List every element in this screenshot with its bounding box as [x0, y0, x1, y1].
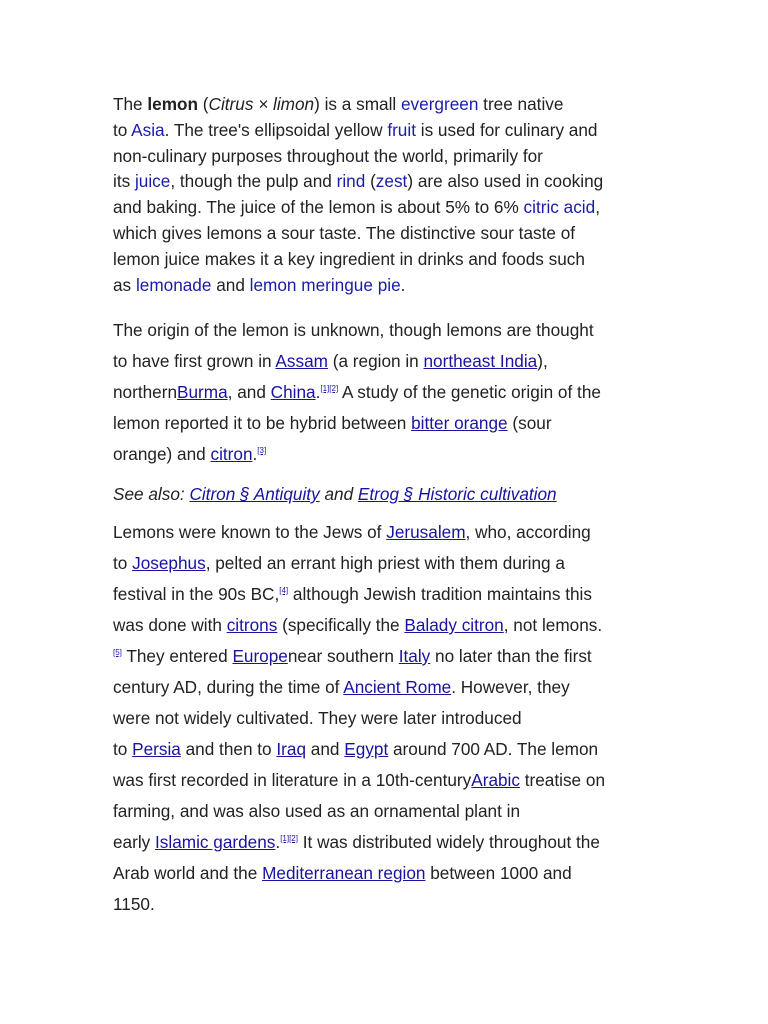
text-line [113, 273, 673, 299]
term-lemon: lemon [147, 94, 199, 114]
link-china[interactable]: China [270, 382, 316, 402]
text: , not lemons. [503, 615, 603, 635]
link-iraq[interactable]: Iraq [276, 739, 307, 759]
text: A study of the genetic origin of the [338, 382, 601, 402]
text: no later than the first [430, 646, 592, 666]
text: . [252, 444, 258, 464]
reference-superscript [280, 834, 298, 843]
text: tree native [478, 94, 564, 114]
link-ancient-rome[interactable]: Ancient Rome [343, 677, 452, 697]
link-rind[interactable]: rind [336, 171, 366, 192]
link-northeast-india[interactable]: northeast India [423, 351, 538, 371]
link-mediterranean-region[interactable]: Mediterranean region [262, 863, 426, 883]
text-line [113, 796, 673, 827]
text-line [113, 579, 673, 610]
text: It was distributed widely throughout the [297, 832, 600, 852]
text-line [113, 377, 673, 408]
text: festival in the 90s BC, [113, 584, 280, 604]
link-islamic-gardens[interactable]: Islamic gardens [155, 832, 276, 852]
link-zest[interactable]: zest [375, 171, 408, 192]
text-line [113, 672, 673, 703]
link-bitter-orange[interactable]: bitter orange [411, 413, 508, 433]
link-fruit[interactable]: fruit [387, 119, 416, 140]
text: . [275, 832, 281, 852]
text: was first recorded in literature in a 10th-century [113, 770, 472, 790]
link-arabic[interactable]: Arabic [471, 770, 520, 790]
reference-link[interactable]: [1][2] [320, 384, 339, 393]
text: The [113, 94, 148, 114]
link-etrog-historic-cultivation[interactable]: Etrog § Historic cultivation [357, 484, 557, 504]
text: were not widely cultivated. They were later introduced [113, 708, 522, 728]
text-line [113, 548, 673, 579]
text-line [113, 858, 673, 889]
text: ), [537, 351, 548, 371]
text: between 1000 and [425, 863, 572, 883]
link-lemonade[interactable]: lemonade [135, 274, 212, 295]
text: , and [227, 382, 271, 402]
text: near southern [287, 646, 399, 666]
text: lemon reported it to be hybrid between [113, 413, 412, 433]
text-line [113, 610, 673, 641]
text: non-culinary purposes throughout the world, primarily for [113, 145, 543, 166]
text-line [113, 247, 673, 273]
reference-link[interactable]: [4] [279, 586, 289, 595]
text-line [113, 765, 673, 796]
text: , pelted an errant high priest with them during a [205, 553, 565, 573]
text: and then to [180, 739, 277, 759]
text: . The tree's ellipsoidal yellow [164, 119, 388, 140]
link-citric-acid[interactable]: citric acid [523, 197, 596, 218]
reference-superscript [279, 586, 288, 595]
link-citrons[interactable]: citrons [226, 615, 278, 635]
text: Arab world and the [113, 863, 263, 883]
text: orange) and [113, 444, 211, 464]
link-jerusalem[interactable]: Jerusalem [386, 522, 466, 542]
text: The origin of the lemon is unknown, though lemons are thought [113, 320, 594, 340]
text: and [306, 739, 345, 759]
text-line [113, 827, 673, 858]
see-also-label: See also: [113, 484, 190, 504]
link-evergreen[interactable]: evergreen [400, 94, 479, 114]
text: (specifically the [277, 615, 405, 635]
text: ) is a small [314, 94, 401, 114]
reference-link[interactable]: [5] [113, 648, 122, 657]
link-citron[interactable]: citron [210, 444, 253, 464]
text: (a region in [327, 351, 424, 371]
text: ) are also used in cooking [407, 171, 604, 192]
text: farming, and was also used as an ornamental plant in [113, 801, 521, 821]
reference-superscript [257, 446, 266, 455]
text: to have first grown in [113, 351, 276, 371]
reference-link[interactable]: [1][2] [280, 834, 298, 843]
history-paragraph [113, 517, 673, 920]
text: ( [198, 94, 209, 114]
link-assam[interactable]: Assam [275, 351, 328, 371]
text-line [113, 889, 673, 920]
text: treatise on [519, 770, 605, 790]
text-line [113, 315, 673, 346]
link-juice[interactable]: juice [134, 171, 171, 192]
text-line [113, 169, 673, 195]
text-line [113, 439, 673, 470]
text-line [113, 92, 673, 118]
text: , who, according [465, 522, 591, 542]
reference-superscript [113, 648, 122, 657]
text: , [595, 197, 600, 218]
text: (sour [507, 413, 552, 433]
link-josephus[interactable]: Josephus [132, 553, 206, 573]
text-line [113, 641, 673, 672]
link-balady-citron[interactable]: Balady citron [404, 615, 504, 635]
text: was done with [113, 615, 227, 635]
text: and [319, 484, 358, 504]
text: its [113, 171, 135, 192]
text: . [400, 274, 406, 295]
text: ( [365, 171, 376, 192]
link-asia[interactable]: Asia [131, 119, 165, 140]
text-line [113, 221, 673, 247]
text: and baking. The juice of the lemon is about 5% to 6% [113, 197, 524, 218]
text: to [113, 553, 133, 573]
text: around 700 AD. The lemon [388, 739, 599, 759]
scientific-name: Citrus × limon [208, 94, 315, 114]
text: century AD, during the time of [113, 677, 344, 697]
reference-link[interactable]: [3] [257, 446, 267, 455]
text: early [113, 832, 156, 852]
text-line [113, 734, 673, 765]
text: 1150. [113, 894, 155, 914]
link-lemon-meringue-pie[interactable]: lemon meringue pie [249, 274, 401, 295]
intro-paragraph [113, 92, 673, 298]
text: to [113, 739, 133, 759]
text-line [113, 144, 673, 170]
text-line [113, 346, 673, 377]
text: Lemons were known to the Jews of [113, 522, 387, 542]
text: northern [113, 382, 178, 402]
link-citron-antiquity[interactable]: Citron § Antiquity [189, 484, 320, 504]
link-persia[interactable]: Persia [132, 739, 181, 759]
text: although Jewish tradition maintains this [288, 584, 592, 604]
text: which gives lemons a sour taste. The distinctive sour taste of [113, 222, 576, 243]
text: . [315, 382, 321, 402]
see-also-note [113, 482, 673, 506]
link-italy[interactable]: Italy [398, 646, 431, 666]
text: lemon juice makes it a key ingredient in drinks and foods such [113, 248, 585, 269]
link-europe[interactable]: Europe [232, 646, 288, 666]
reference-superscript [320, 384, 338, 393]
text: and [211, 274, 250, 295]
text-line [113, 517, 673, 548]
text: as [113, 274, 136, 295]
text-line [113, 118, 673, 144]
text: . However, they [451, 677, 570, 697]
text: is used for culinary and [415, 119, 598, 140]
text-line [113, 408, 673, 439]
text-line [113, 703, 673, 734]
text: They entered [121, 646, 233, 666]
text-line [113, 195, 673, 221]
origin-paragraph [113, 315, 673, 470]
link-egypt[interactable]: Egypt [344, 739, 389, 759]
link-burma[interactable]: Burma [177, 382, 228, 402]
text: to [113, 119, 132, 140]
text: , though the pulp and [170, 171, 337, 192]
